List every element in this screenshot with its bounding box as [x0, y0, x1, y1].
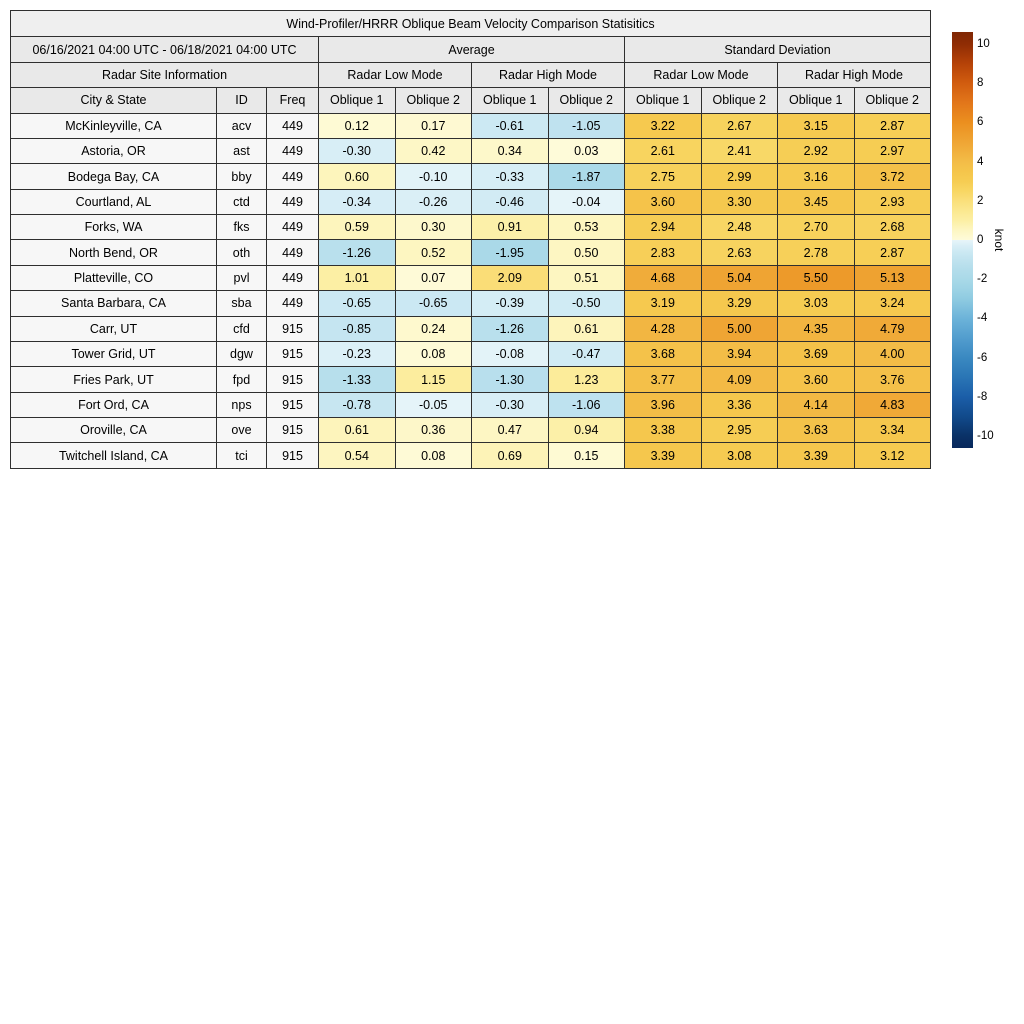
value-cell: 3.45: [778, 189, 855, 214]
value-cell: 3.96: [625, 392, 702, 417]
site-id-cell: sba: [217, 291, 267, 316]
value-cell: 3.39: [625, 443, 702, 469]
site-id-cell: ast: [217, 138, 267, 163]
table-row: [11, 138, 931, 163]
table-row: [11, 443, 931, 469]
freq-cell: 449: [267, 240, 319, 265]
value-cell: 2.87: [854, 240, 931, 265]
site-id-cell: cfd: [217, 316, 267, 341]
value-cell: 3.22: [625, 113, 702, 138]
value-cell: 3.36: [701, 392, 778, 417]
value-cell: 2.94: [625, 215, 702, 240]
value-cell: 3.69: [778, 341, 855, 366]
value-cell: 0.53: [548, 215, 625, 240]
value-cell: 0.50: [548, 240, 625, 265]
value-cell: -1.05: [548, 113, 625, 138]
city-state-cell: Santa Barbara, CA: [11, 291, 217, 316]
value-cell: 0.61: [319, 418, 396, 443]
value-cell: 0.47: [472, 418, 549, 443]
value-cell: 3.03: [778, 291, 855, 316]
value-cell: -1.95: [472, 240, 549, 265]
colorbar-unit-label: knot: [992, 228, 1006, 252]
value-cell: -0.50: [548, 291, 625, 316]
value-cell: 0.07: [395, 265, 472, 290]
table-row: [11, 367, 931, 392]
value-cell: 3.63: [778, 418, 855, 443]
value-cell: -0.85: [319, 316, 396, 341]
col-header-oblique: Oblique 2: [395, 88, 472, 113]
table-row: [11, 240, 931, 265]
value-cell: -0.78: [319, 392, 396, 417]
value-cell: 0.42: [395, 138, 472, 163]
col-header-oblique: Oblique 2: [854, 88, 931, 113]
colorbar-tick-label: 0: [977, 234, 984, 246]
city-state-cell: Twitchell Island, CA: [11, 443, 217, 469]
mode-header-row: [11, 62, 931, 87]
city-state-cell: Courtland, AL: [11, 189, 217, 214]
value-cell: 3.39: [778, 443, 855, 469]
value-cell: -1.26: [472, 316, 549, 341]
col-header-oblique: Oblique 1: [319, 88, 396, 113]
city-state-cell: Fort Ord, CA: [11, 392, 217, 417]
value-cell: 2.87: [854, 113, 931, 138]
value-cell: 3.72: [854, 164, 931, 189]
value-cell: 0.51: [548, 265, 625, 290]
site-id-cell: ctd: [217, 189, 267, 214]
freq-cell: 449: [267, 138, 319, 163]
figure-title: Wind-Profiler/HRRR Oblique Beam Velocity Comparison Statisitics: [11, 11, 931, 37]
freq-cell: 449: [267, 265, 319, 290]
value-cell: -0.04: [548, 189, 625, 214]
value-cell: 3.68: [625, 341, 702, 366]
value-cell: 0.60: [319, 164, 396, 189]
std-deviation-group-header: Standard Deviation: [625, 37, 931, 62]
value-cell: 0.08: [395, 341, 472, 366]
value-cell: 4.83: [854, 392, 931, 417]
value-cell: -1.87: [548, 164, 625, 189]
site-id-cell: bby: [217, 164, 267, 189]
value-cell: 3.34: [854, 418, 931, 443]
title-row: [11, 11, 931, 37]
site-id-cell: nps: [217, 392, 267, 417]
value-cell: 4.14: [778, 392, 855, 417]
value-cell: 4.35: [778, 316, 855, 341]
value-cell: -0.30: [319, 138, 396, 163]
city-state-cell: North Bend, OR: [11, 240, 217, 265]
value-cell: 2.68: [854, 215, 931, 240]
value-cell: 3.76: [854, 367, 931, 392]
value-cell: 5.00: [701, 316, 778, 341]
site-id-cell: acv: [217, 113, 267, 138]
freq-cell: 449: [267, 189, 319, 214]
value-cell: -0.05: [395, 392, 472, 417]
site-id-cell: fpd: [217, 367, 267, 392]
site-id-cell: oth: [217, 240, 267, 265]
table-body: [11, 113, 931, 468]
table-row: [11, 215, 931, 240]
value-cell: -0.46: [472, 189, 549, 214]
city-state-cell: Tower Grid, UT: [11, 341, 217, 366]
table-row: [11, 265, 931, 290]
value-cell: 5.13: [854, 265, 931, 290]
city-state-cell: Fries Park, UT: [11, 367, 217, 392]
value-cell: 3.16: [778, 164, 855, 189]
colorbar-tick-label: -8: [977, 390, 988, 403]
date-range: 06/16/2021 04:00 UTC - 06/18/2021 04:00 UTC: [11, 37, 319, 62]
freq-cell: 449: [267, 215, 319, 240]
value-cell: 3.60: [778, 367, 855, 392]
value-cell: 3.15: [778, 113, 855, 138]
value-cell: 2.97: [854, 138, 931, 163]
value-cell: 0.24: [395, 316, 472, 341]
city-state-cell: Astoria, OR: [11, 138, 217, 163]
table-row: [11, 164, 931, 189]
column-header-row: [11, 88, 931, 113]
city-state-cell: Carr, UT: [11, 316, 217, 341]
site-id-cell: dgw: [217, 341, 267, 366]
site-info-header: Radar Site Information: [11, 62, 319, 87]
table-row: [11, 316, 931, 341]
colorbar: [952, 32, 1024, 448]
colorbar-tick-label: -2: [977, 273, 988, 286]
site-id-cell: ove: [217, 418, 267, 443]
value-cell: 1.01: [319, 265, 396, 290]
col-header-oblique: Oblique 1: [472, 88, 549, 113]
value-cell: 2.75: [625, 164, 702, 189]
value-cell: -0.33: [472, 164, 549, 189]
avg-low-mode-header: Radar Low Mode: [319, 62, 472, 87]
value-cell: -0.30: [472, 392, 549, 417]
value-cell: -0.65: [319, 291, 396, 316]
col-header-oblique: Oblique 1: [625, 88, 702, 113]
colorbar-tick-label: -4: [977, 312, 988, 325]
col-header-oblique: Oblique 2: [701, 88, 778, 113]
value-cell: 5.04: [701, 265, 778, 290]
colorbar-tick-label: 8: [977, 77, 984, 90]
value-cell: 3.38: [625, 418, 702, 443]
value-cell: 2.48: [701, 215, 778, 240]
table-row: [11, 392, 931, 417]
value-cell: 2.95: [701, 418, 778, 443]
value-cell: 3.08: [701, 443, 778, 469]
col-header-id: ID: [217, 88, 267, 113]
freq-cell: 449: [267, 164, 319, 189]
group-header-row: [11, 37, 931, 62]
value-cell: 3.19: [625, 291, 702, 316]
colorbar-tick-label: 2: [977, 194, 984, 207]
colorbar-tick-label: -10: [977, 430, 994, 443]
value-cell: 0.91: [472, 215, 549, 240]
value-cell: -0.26: [395, 189, 472, 214]
table-row: [11, 418, 931, 443]
freq-cell: 915: [267, 367, 319, 392]
value-cell: 2.41: [701, 138, 778, 163]
value-cell: -0.47: [548, 341, 625, 366]
city-state-cell: Platteville, CO: [11, 265, 217, 290]
table-head: [11, 11, 931, 114]
colorbar-tick-label: 10: [977, 37, 990, 50]
value-cell: 0.61: [548, 316, 625, 341]
value-cell: -0.10: [395, 164, 472, 189]
value-cell: 4.79: [854, 316, 931, 341]
value-cell: 4.00: [854, 341, 931, 366]
value-cell: -1.06: [548, 392, 625, 417]
value-cell: 4.09: [701, 367, 778, 392]
value-cell: 0.30: [395, 215, 472, 240]
colorbar-tick-label: 6: [977, 116, 984, 129]
value-cell: 2.93: [854, 189, 931, 214]
col-header-city: City & State: [11, 88, 217, 113]
colorbar-tick-label: 4: [977, 155, 984, 168]
value-cell: 3.94: [701, 341, 778, 366]
value-cell: -1.30: [472, 367, 549, 392]
value-cell: -0.65: [395, 291, 472, 316]
value-cell: 0.54: [319, 443, 396, 469]
freq-cell: 915: [267, 316, 319, 341]
value-cell: 2.70: [778, 215, 855, 240]
value-cell: 2.67: [701, 113, 778, 138]
value-cell: -0.61: [472, 113, 549, 138]
value-cell: 4.28: [625, 316, 702, 341]
value-cell: 0.34: [472, 138, 549, 163]
value-cell: 3.12: [854, 443, 931, 469]
value-cell: 3.24: [854, 291, 931, 316]
table-row: [11, 291, 931, 316]
value-cell: -1.33: [319, 367, 396, 392]
freq-cell: 915: [267, 341, 319, 366]
std-low-mode-header: Radar Low Mode: [625, 62, 778, 87]
value-cell: 2.78: [778, 240, 855, 265]
freq-cell: 449: [267, 291, 319, 316]
freq-cell: 915: [267, 443, 319, 469]
value-cell: 0.03: [548, 138, 625, 163]
value-cell: 1.23: [548, 367, 625, 392]
value-cell: 2.99: [701, 164, 778, 189]
value-cell: 0.12: [319, 113, 396, 138]
table-row: [11, 189, 931, 214]
value-cell: 3.77: [625, 367, 702, 392]
city-state-cell: McKinleyville, CA: [11, 113, 217, 138]
value-cell: 0.17: [395, 113, 472, 138]
city-state-cell: Forks, WA: [11, 215, 217, 240]
colorbar-tick-label: -6: [977, 351, 988, 364]
col-header-freq: Freq: [267, 88, 319, 113]
value-cell: -0.23: [319, 341, 396, 366]
value-cell: 2.63: [701, 240, 778, 265]
col-header-oblique: Oblique 2: [548, 88, 625, 113]
value-cell: -0.08: [472, 341, 549, 366]
col-header-oblique: Oblique 1: [778, 88, 855, 113]
avg-high-mode-header: Radar High Mode: [472, 62, 625, 87]
value-cell: 0.36: [395, 418, 472, 443]
value-cell: 2.09: [472, 265, 549, 290]
value-cell: 5.50: [778, 265, 855, 290]
value-cell: 0.94: [548, 418, 625, 443]
value-cell: 0.08: [395, 443, 472, 469]
value-cell: 3.30: [701, 189, 778, 214]
value-cell: -0.39: [472, 291, 549, 316]
std-high-mode-header: Radar High Mode: [778, 62, 931, 87]
city-state-cell: Bodega Bay, CA: [11, 164, 217, 189]
value-cell: 3.60: [625, 189, 702, 214]
city-state-cell: Oroville, CA: [11, 418, 217, 443]
site-id-cell: tci: [217, 443, 267, 469]
site-id-cell: pvl: [217, 265, 267, 290]
value-cell: 2.83: [625, 240, 702, 265]
freq-cell: 915: [267, 418, 319, 443]
value-cell: 2.61: [625, 138, 702, 163]
site-id-cell: fks: [217, 215, 267, 240]
table-row: [11, 341, 931, 366]
freq-cell: 915: [267, 392, 319, 417]
value-cell: 0.15: [548, 443, 625, 469]
value-cell: 2.92: [778, 138, 855, 163]
freq-cell: 449: [267, 113, 319, 138]
statistics-table: [10, 10, 931, 469]
table-row: [11, 113, 931, 138]
value-cell: 1.15: [395, 367, 472, 392]
average-group-header: Average: [319, 37, 625, 62]
value-cell: 4.68: [625, 265, 702, 290]
value-cell: -1.26: [319, 240, 396, 265]
value-cell: 0.69: [472, 443, 549, 469]
value-cell: 0.52: [395, 240, 472, 265]
value-cell: 3.29: [701, 291, 778, 316]
colorbar-gradient: [952, 32, 973, 448]
value-cell: -0.34: [319, 189, 396, 214]
value-cell: 0.59: [319, 215, 396, 240]
